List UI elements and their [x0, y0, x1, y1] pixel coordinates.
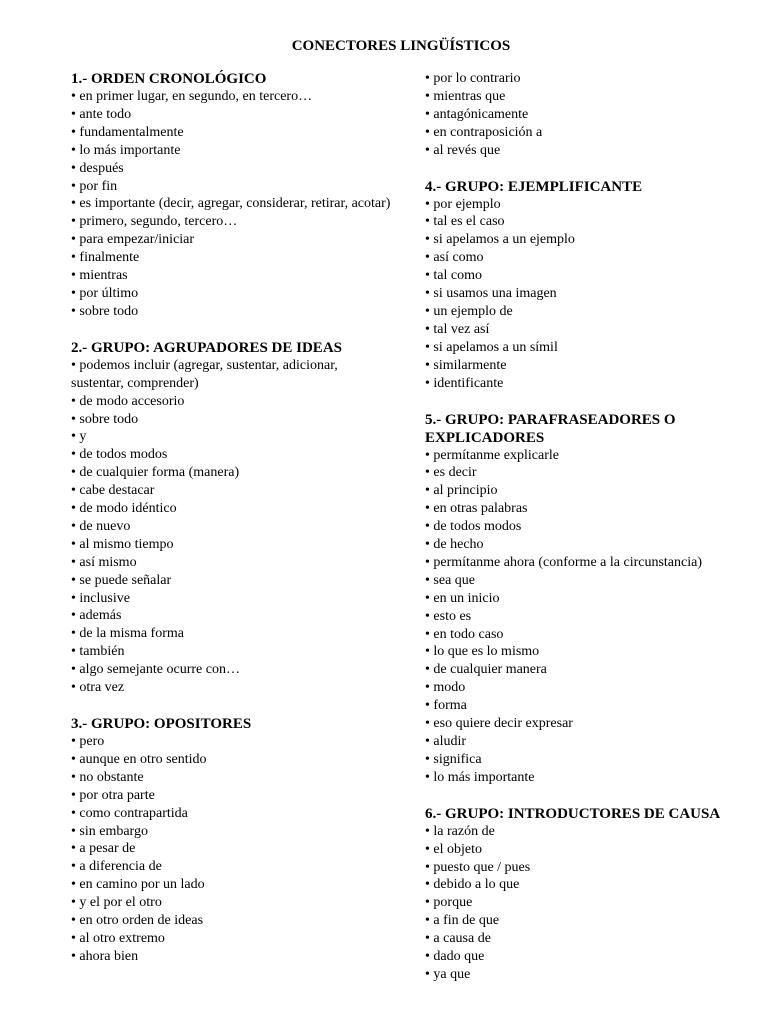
section-title: 1.- ORDEN CRONOLÓGICO	[71, 71, 267, 87]
list-item: • ahora bien	[71, 948, 391, 966]
list-item: • otra vez	[71, 679, 391, 697]
list-item: • tal vez así	[425, 321, 760, 339]
section-ejemplificante	[425, 178, 760, 393]
list-item: • primero, segundo, tercero…	[71, 213, 391, 231]
list-item: • similarmente	[425, 357, 760, 375]
list-item: • también	[71, 643, 391, 661]
list-item: • después	[71, 160, 391, 178]
list-item: • permítanme ahora (conforme a la circunstancia)	[425, 554, 760, 572]
connector-list	[425, 447, 760, 787]
list-item: • permítanme explicarle	[425, 447, 760, 465]
list-item: • por lo contrario	[425, 70, 760, 88]
list-item: • por fin	[71, 178, 391, 196]
list-item: • en primer lugar, en segundo, en tercero…	[71, 88, 391, 106]
list-item: • en otras palabras	[425, 500, 760, 518]
list-item: • es importante (decir, agregar, considerar, retirar, acotar)	[71, 195, 391, 213]
list-item: • sea que	[425, 572, 760, 590]
list-item: • al mismo tiempo	[71, 536, 391, 554]
list-item: • de cualquier forma (manera)	[71, 464, 391, 482]
list-item: • al otro extremo	[71, 930, 391, 948]
list-item: • lo más importante	[425, 769, 760, 787]
connector-list	[71, 88, 391, 321]
list-item: • ya que	[425, 966, 760, 984]
right-column	[425, 70, 760, 984]
list-item: • así como	[425, 249, 760, 267]
list-item: • en contraposición a	[425, 124, 760, 142]
list-item: • tal como	[425, 267, 760, 285]
list-item: • el objeto	[425, 841, 760, 859]
list-item: • en todo caso	[425, 626, 760, 644]
section-title: 2.- GRUPO: AGRUPADORES DE IDEAS	[71, 339, 342, 356]
list-item: • debido a lo que	[425, 876, 760, 894]
list-item: • por otra parte	[71, 787, 391, 805]
list-item: • de hecho	[425, 536, 760, 554]
list-item: • eso quiere decir expresar	[425, 715, 760, 733]
section-title: 4.- GRUPO: EJEMPLIFICANTE	[425, 178, 643, 195]
list-item: • lo que es lo mismo	[425, 643, 760, 661]
list-item: • no obstante	[71, 769, 391, 787]
list-item: • la razón de	[425, 823, 760, 841]
list-item: • por ejemplo	[425, 196, 760, 214]
list-item: • finalmente	[71, 249, 391, 267]
list-item: • y	[71, 428, 391, 446]
list-item: • tal es el caso	[425, 213, 760, 231]
list-item: • al revés que	[425, 142, 760, 160]
list-item: • un ejemplo de	[425, 303, 760, 321]
list-item: • de modo accesorio	[71, 393, 391, 411]
section-opositores-continued	[425, 70, 760, 160]
list-item: • además	[71, 607, 391, 625]
list-item: • de nuevo	[71, 518, 391, 536]
list-item: • de modo idéntico	[71, 500, 391, 518]
list-item: • a causa de	[425, 930, 760, 948]
list-item: • mientras	[71, 267, 391, 285]
section-opositores	[71, 715, 391, 966]
list-item: • de la misma forma	[71, 625, 391, 643]
list-item: • como contrapartida	[71, 805, 391, 823]
list-item: • antagónicamente	[425, 106, 760, 124]
section-title: 3.- GRUPO: OPOSITORES	[71, 716, 252, 732]
list-item: • fundamentalmente	[71, 124, 391, 142]
connector-list	[425, 823, 760, 984]
connector-list	[71, 357, 391, 697]
list-item: • al principio	[425, 482, 760, 500]
list-item: • así mismo	[71, 554, 391, 572]
list-item: • en camino por un lado	[71, 876, 391, 894]
list-item: • en otro orden de ideas	[71, 912, 391, 930]
list-item: • sobre todo	[71, 303, 391, 321]
list-item: • pero	[71, 733, 391, 751]
list-item: • sin embargo	[71, 823, 391, 841]
page-title: CONECTORES LINGÜÍSTICOS	[291, 38, 511, 54]
list-item: • si usamos una imagen	[425, 285, 760, 303]
connector-list	[425, 70, 760, 160]
connector-list	[425, 196, 760, 393]
list-item: • algo semejante ocurre con…	[71, 661, 391, 679]
section-orden-cronologico	[71, 70, 391, 321]
list-item: • si apelamos a un símil	[425, 339, 760, 357]
list-item: • forma	[425, 697, 760, 715]
list-item: • por último	[71, 285, 391, 303]
list-item: • mientras que	[425, 88, 760, 106]
list-item: • modo	[425, 679, 760, 697]
list-item: • se puede señalar	[71, 572, 391, 590]
list-item: • a pesar de	[71, 840, 391, 858]
list-item: • de todos modos	[425, 518, 760, 536]
section-title: 6.- GRUPO: INTRODUCTORES DE CAUSA	[425, 805, 721, 822]
connector-list	[71, 733, 391, 966]
list-item: • en un inicio	[425, 590, 760, 608]
list-item: • sobre todo	[71, 411, 391, 429]
list-item: • significa	[425, 751, 760, 769]
list-item: • aunque en otro sentido	[71, 751, 391, 769]
list-item: • porque	[425, 894, 760, 912]
list-item: • si apelamos a un ejemplo	[425, 231, 760, 249]
left-column	[71, 70, 391, 966]
section-introductores-causa	[425, 805, 760, 984]
list-item: • esto es	[425, 608, 760, 626]
list-item: • a fin de que	[425, 912, 760, 930]
list-item: • de cualquier manera	[425, 661, 760, 679]
list-item: • inclusive	[71, 590, 391, 608]
list-item: • a diferencia de	[71, 858, 391, 876]
list-item: • de todos modos	[71, 446, 391, 464]
list-item: • podemos incluir (agregar, sustentar, adicionar, sustentar, comprender)	[71, 357, 391, 393]
list-item: • y el por el otro	[71, 894, 391, 912]
list-item: • aludir	[425, 733, 760, 751]
list-item: • lo más importante	[71, 142, 391, 160]
list-item: • es decir	[425, 464, 760, 482]
list-item: • para empezar/iniciar	[71, 231, 391, 249]
section-agrupadores	[71, 339, 391, 697]
list-item: • puesto que / pues	[425, 859, 760, 877]
list-item: • cabe destacar	[71, 482, 391, 500]
list-item: • identificante	[425, 375, 760, 393]
list-item: • ante todo	[71, 106, 391, 124]
section-title: 5.- GRUPO: PARAFRASEADORES O EXPLICADORES	[425, 411, 676, 446]
list-item: • dado que	[425, 948, 760, 966]
section-parafraseadores	[425, 411, 760, 787]
